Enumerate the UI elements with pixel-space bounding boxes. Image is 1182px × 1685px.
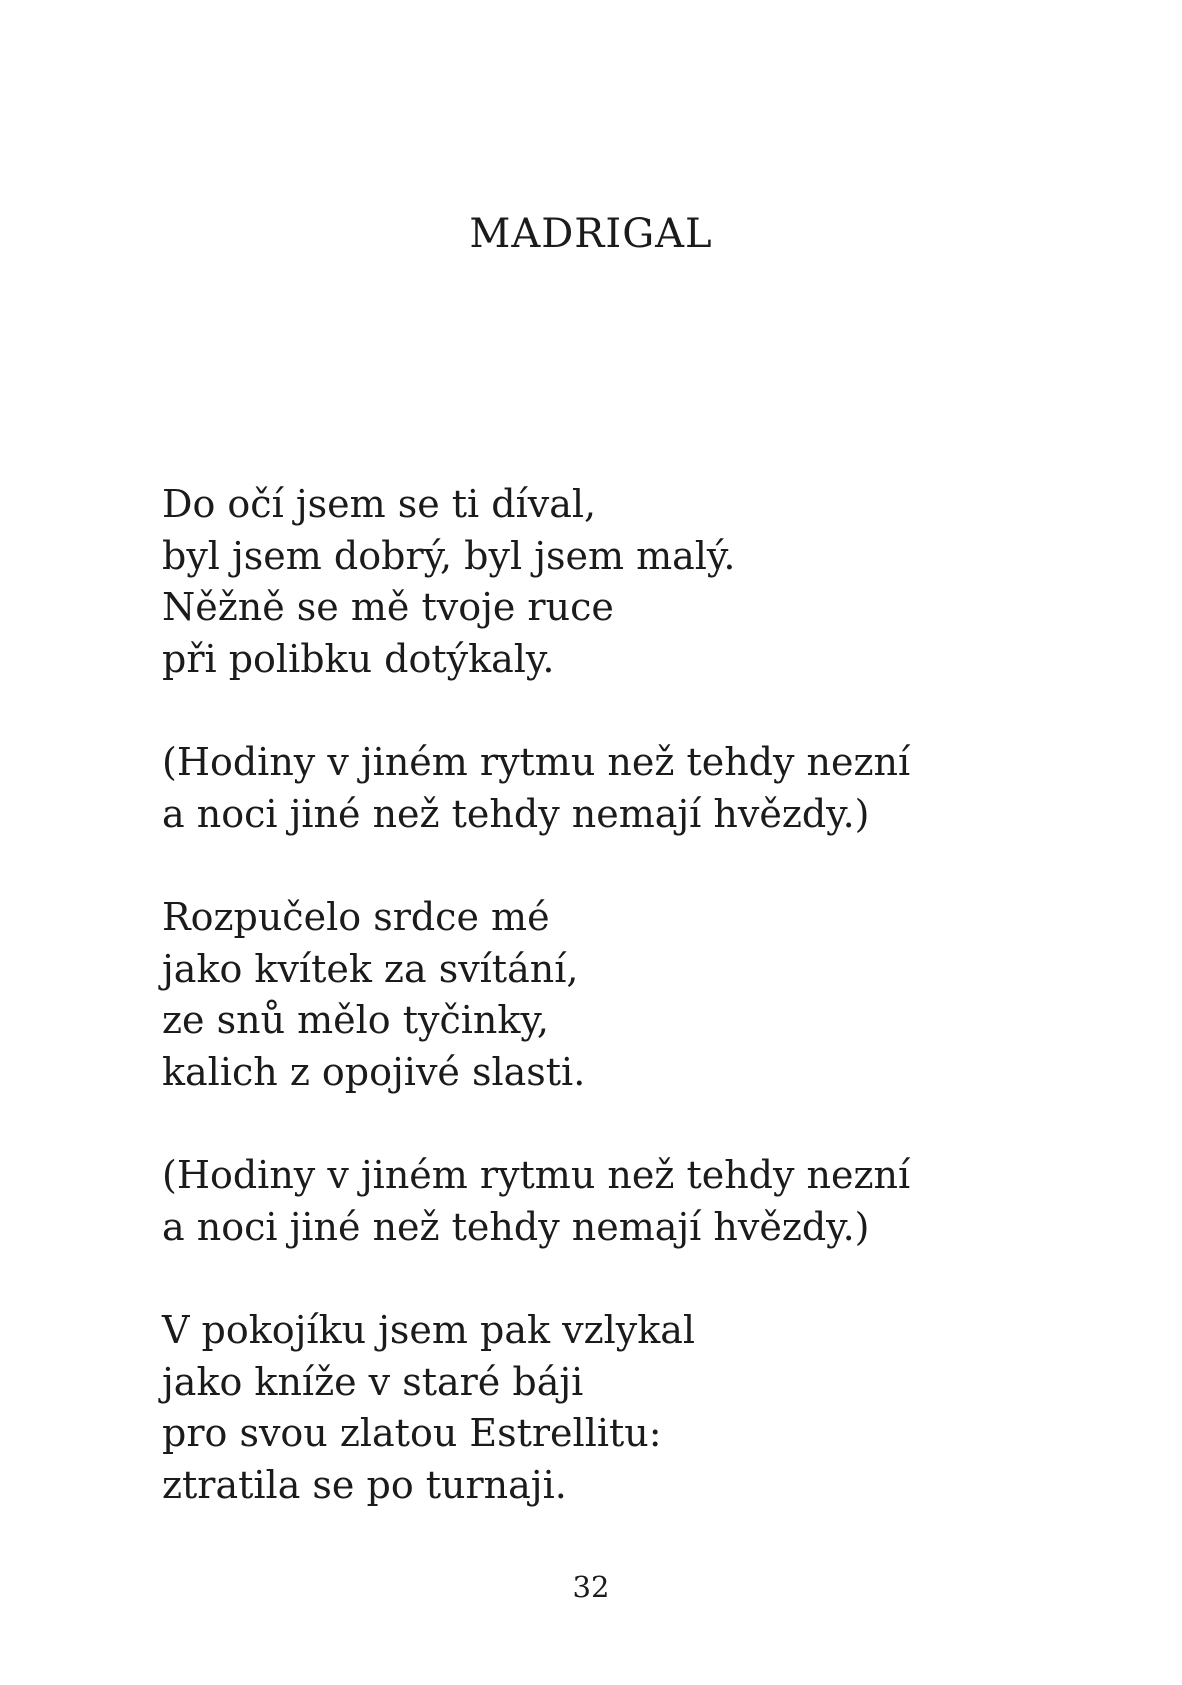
poem-line: jako kvítek za svítání, xyxy=(162,946,579,991)
poem-line: ztratila se po turnaji. xyxy=(162,1462,567,1507)
poem-body xyxy=(162,479,910,1511)
poem-line: Něžně se mě tvoje ruce xyxy=(162,585,614,629)
stanza-1 xyxy=(162,479,910,685)
poem-line: a noci jiné než tehdy nemají hvězdy.) xyxy=(162,1204,870,1249)
poem-line: (Hodiny v jiném rytmu než tehdy nezní xyxy=(162,1153,911,1197)
stanza-4-refrain xyxy=(162,1150,910,1253)
poem-line: a noci jiné než tehdy nemají hvězdy.) xyxy=(162,791,870,836)
poem-title: MADRIGAL xyxy=(469,211,713,257)
poem-line: jako kníže v staré báji xyxy=(162,1359,584,1404)
stanza-5 xyxy=(162,1305,910,1511)
poem-line: při polibku dotýkaly. xyxy=(162,636,555,681)
poem-line: V pokojíku jsem pak vzlykal xyxy=(162,1308,696,1352)
poem-line: Do očí jsem se ti díval, xyxy=(162,482,597,526)
stanza-3 xyxy=(162,892,910,1098)
poem-line: kalich z opojivé slasti. xyxy=(162,1049,586,1094)
stanza-2-refrain xyxy=(162,737,910,840)
poem-line: byl jsem dobrý, byl jsem malý. xyxy=(162,533,736,578)
poem-line: (Hodiny v jiném rytmu než tehdy nezní xyxy=(162,740,911,784)
page-number: 32 xyxy=(572,1570,610,1604)
poem-line: ze snů mělo tyčinky, xyxy=(162,998,549,1042)
poem-line: pro svou zlatou Estrellitu: xyxy=(162,1411,662,1455)
poem-line: Rozpučelo srdce mé xyxy=(162,895,550,939)
